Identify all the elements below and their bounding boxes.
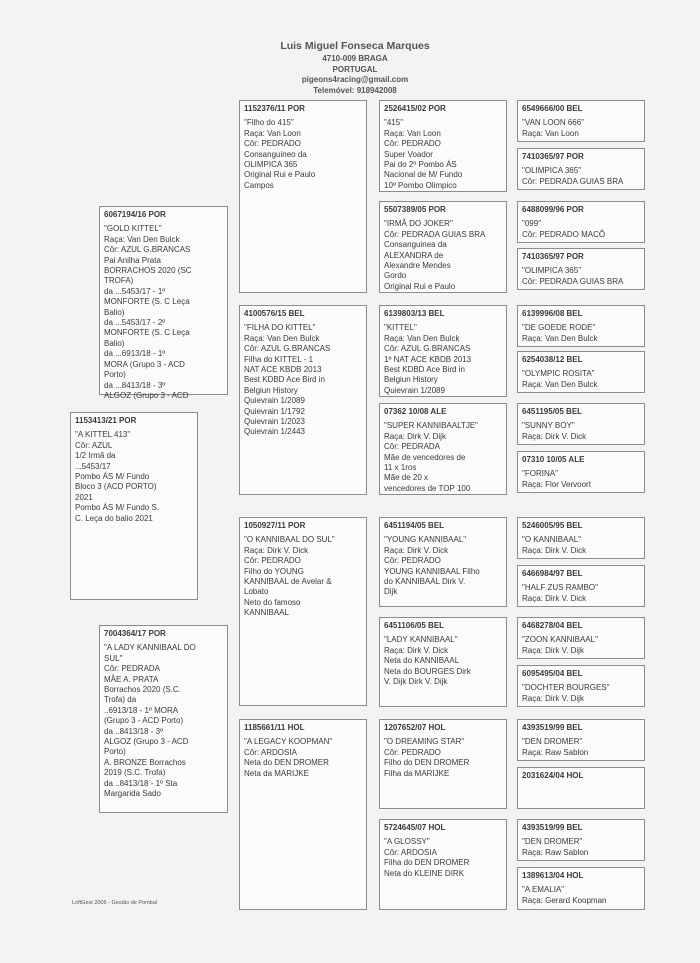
breeder-phone: Telemóvel: 918942008 <box>313 85 397 95</box>
bird-details: "DOCHTER BOURGES" Raça: Dirk V. Dijk <box>522 683 610 703</box>
breeder-header <box>200 40 510 96</box>
ring-number: 7410365/97 POR <box>522 252 584 261</box>
ring-number: 4100576/15 BEL <box>244 309 305 318</box>
ring-number: 07310 10/05 ALE <box>522 455 585 464</box>
ring-number: 4393519/99 BEL <box>522 823 583 832</box>
great-grandparent-card <box>379 719 507 809</box>
bird-details: "DE GOEDE RODE" Raça: Van Den Bulck <box>522 323 598 343</box>
bird-details: "A LADY KANNIBAAL DO SUL" Côr: PEDRADA MÃE A. PRATA Borrachos 2020 (S.C. Trofa) da ..6913/18 - 1º MORA (Grupo 3 - ACD Porto) da ..8413/18 - 3º ALGOZ (Grupo 3 - ACD Porto) A. BRONZE Borrachos 2019 (S.C. Trofa) da ..8413/18 - 1º Sta Margarida Sado <box>104 643 196 799</box>
ancestor-card <box>517 819 645 861</box>
ancestor-card <box>517 665 645 707</box>
bird-details: "KITTEL" Raça: Van Den Bulck Côr: AZUL G.BRANCAS 1º NAT ACE KBDB 2013 Best KDBD Ace Bird in Belgiun History Quievrain 1/2089 <box>384 323 472 395</box>
bird-details: "A LEGACY KOOPMAN" Côr: ARDOSIA Neta do DEN DROMER Neta da MARIJKE <box>244 737 333 778</box>
ring-number: 07362 10/08 ALE <box>384 407 447 416</box>
ring-number: 5724645/07 HOL <box>384 823 446 832</box>
ring-number: 1152376/11 POR <box>244 104 305 113</box>
ancestor-card <box>517 201 645 243</box>
bird-details: "GOLD KITTEL" Raça: Van Den Bulck Côr: AZUL G.BRANCAS Pai Anilha Prata BORRACHOS 2020 (SC TROFA) da ...5453/17 - 1º MONFORTE (S. C Leça Balio) da ...5453/17 - 2º MONFORTE (S. C Leça Balio) da ...6913/18 - 1º MORA (Grupo 3 - ACD Porto) da ...8413/18 - 3º ALGOZ (Grupo 3 - ACD <box>104 224 192 400</box>
breeder-email: pigeons4racing@gmail.com <box>301 75 409 84</box>
bird-details: "LADY KANNIBAAL" Raça: Dirk V. Dick Neta do KANNIBAAL Neta do BOURGES Dirk V. Dijk Dirk V. Dijk <box>384 635 471 687</box>
ring-number: 1207652/07 HOL <box>384 723 446 732</box>
bird-details: "O KANNIBAAL" Raça: Dirk V. Dick <box>522 535 587 555</box>
grandparent-card <box>239 100 367 293</box>
great-grandparent-card <box>379 403 507 495</box>
software-footer: LoftGest 2006 - Gestão de Pombal <box>72 900 157 906</box>
bird-details: "099" Côr: PEDRADO MACÔ <box>522 219 606 239</box>
bird-details: "YOUNG KANNIBAAL" Raça: Dirk V. Dick Côr: PEDRADO YOUNG KANNIBAAL Filho do KANNIBAAL Dirk V. Dijk <box>384 535 480 597</box>
ring-number: 1153413/21 POR <box>75 416 137 425</box>
ring-number: 4393519/99 BEL <box>522 723 583 732</box>
ring-number: 2526415/02 POR <box>384 104 446 113</box>
bird-details: "DEN DROMER" Raça: Raw Sablon <box>522 837 589 857</box>
ancestor-card <box>517 451 645 493</box>
bird-details: "O KANNIBAAL DO SUL" Raça: Dirk V. Dick Côr: PEDRADO Filho do YOUNG KANNIBAAL de Avelar & Lobato Neto do famoso KANNIBAAL <box>244 535 335 618</box>
great-grandparent-card <box>379 201 507 293</box>
great-grandparent-card <box>379 617 507 707</box>
bird-details: "IRMÃ DO JOKER" Côr: PEDRADA GUIAS BRA Consanguinea da ALEXANDRA de Alexandre Mendes Gordo Original Rui e Paulo <box>384 219 486 291</box>
ring-number: 6139803/13 BEL <box>384 309 445 318</box>
ring-number: 6067194/16 POR <box>104 210 166 219</box>
ring-number: 6549666/00 BEL <box>522 104 583 113</box>
ancestor-card <box>517 517 645 559</box>
ancestor-card <box>517 148 645 190</box>
bird-details: "415" Raça: Van Loon Côr: PEDRADO Super Voador Pai do 2º Pombo ÁS Nacional de M/ Fundo 10º Pombo Olimpico <box>384 118 463 190</box>
ring-number: 7410365/97 POR <box>522 152 584 161</box>
bird-details: "OLIMPICA 365" Côr: PEDRADA GUIAS BRA <box>522 166 624 186</box>
bird-details: "ZOON KANNIBAAL" Raça: Dirk V. Dijk <box>522 635 598 655</box>
ring-number: 5507389/05 POR <box>384 205 446 214</box>
bird-details: "HALF ZUS RAMBO" Raça: Dirk V. Dick <box>522 583 598 603</box>
ring-number: 6466984/97 BEL <box>522 569 583 578</box>
ancestor-card <box>517 719 645 761</box>
ring-number: 5246005/95 BEL <box>522 521 583 530</box>
grandparent-card <box>239 517 367 706</box>
ancestor-card <box>517 100 645 142</box>
ring-number: 1185661/11 HOL <box>244 723 305 732</box>
bird-details: "SUNNY BOY" Raça: Dirk V. Dick <box>522 421 587 441</box>
bird-details: "A GLOSSY" Côr: ARDOSIA Filha do DEN DROMER Neta do KLEINE DIRK <box>384 837 470 878</box>
breeder-country: PORTUGAL <box>332 64 378 74</box>
bird-details: "A EMALIA" Raça: Gerard Koopman <box>522 885 607 905</box>
ring-number: 1389613/04 HOL <box>522 871 584 880</box>
dam-card <box>99 625 228 813</box>
bird-details: "A KITTEL 413" Côr: AZUL 1/2 Irmã da ...5453/17 Pombo ÁS M/ Fundo Bloco 3 (ACD PORTO) 2021 Pombo ÁS M/ Fundo S. C. Leça do balio 2021 <box>75 430 160 523</box>
bird-details: "Filho do 415" Raça: Van Loon Côr: PEDRADO Consanguineo da OLIMPICA 365 Original Rui e Paulo Campos <box>244 118 316 190</box>
ancestor-card <box>517 305 645 347</box>
ring-number: 7004364/17 POR <box>104 629 166 638</box>
ancestor-card <box>517 867 645 910</box>
ring-number: 6468278/04 BEL <box>522 621 583 630</box>
grandparent-card <box>239 305 367 495</box>
ring-number: 6139996/08 BEL <box>522 309 583 318</box>
breeder-postal: 4710-009 BRAGA <box>322 54 388 63</box>
bird-details: "O DREAMING STAR" Côr: PEDRADO Filho do DEN DROMER Filha da MARIJKE <box>384 737 470 778</box>
sire-card <box>99 206 228 400</box>
subject-card <box>70 412 198 600</box>
great-grandparent-card <box>379 819 507 910</box>
great-grandparent-card <box>379 305 507 397</box>
breeder-name: Luis Miguel Fonseca Marques <box>280 40 430 52</box>
grandparent-card <box>239 719 367 910</box>
ring-number: 6254038/12 BEL <box>522 355 583 364</box>
bird-details: "DEN DROMER" Raça: Raw Sablon <box>522 737 589 757</box>
ring-number: 2031624/04 HOL <box>522 771 584 780</box>
ancestor-card <box>517 565 645 607</box>
ancestor-card <box>517 767 645 809</box>
bird-details: "VAN LOON 666" Raça: Van Loon <box>522 118 584 138</box>
ring-number: 6451194/05 BEL <box>384 521 445 530</box>
great-grandparent-card <box>379 100 507 192</box>
bird-details: "FILHA DO KITTEL" Raça: Van Den Bulck Côr: AZUL G.BRANCAS Filha do KITTEL - 1 NAT ACE KBDB 2013 Best KDBD Ace Bird in Belgiun History Quievrain 1/2089 Quievrain 1/1792 Quievrain 1/2023 Quievrain 1/2443 <box>244 323 331 437</box>
ancestor-card <box>517 617 645 659</box>
great-grandparent-card <box>379 517 507 607</box>
ring-number: 6451106/05 BEL <box>384 621 445 630</box>
bird-details: "FORINA" Raça: Flor Vervoort <box>522 469 591 489</box>
ring-number: 1050927/11 POR <box>244 521 306 530</box>
ancestor-card <box>517 248 645 290</box>
ancestor-card <box>517 403 645 445</box>
ring-number: 6488099/96 POR <box>522 205 584 214</box>
bird-details: "SUPER KANNIBAALTJE" Raça: Dirk V. Dijk Côr: PEDRADA Mãe de vencedores de 11 x 1ros Mãe de 20 x vencedores de TOP 100 <box>384 421 478 493</box>
ring-number: 6095495/04 BEL <box>522 669 583 678</box>
ancestor-card <box>517 351 645 393</box>
ring-number: 6451195/05 BEL <box>522 407 583 416</box>
bird-details: "OLYMPIC ROSITA" Raça: Van Den Bulck <box>522 369 598 389</box>
bird-details: "OLIMPICA 365" Côr: PEDRADA GUIAS BRA <box>522 266 624 286</box>
